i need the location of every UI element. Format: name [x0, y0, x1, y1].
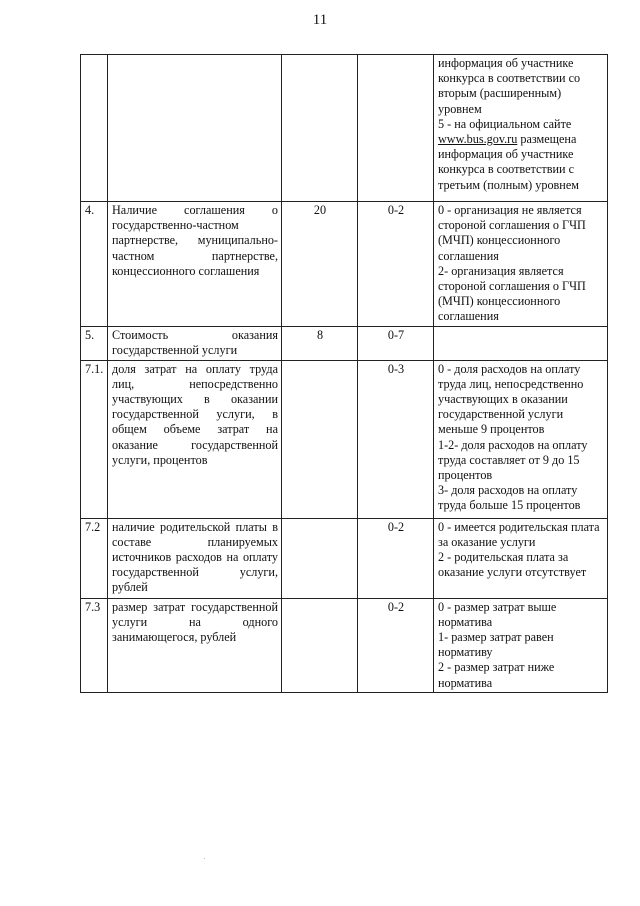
- website-link[interactable]: www.bus.gov.ru: [438, 132, 518, 147]
- description-line: 0 - имеется родительская плата за оказание услуги: [438, 519, 600, 549]
- criteria-table: [80, 54, 608, 693]
- row-number: 4.: [81, 202, 108, 327]
- row-number: 5.: [81, 326, 108, 360]
- scan-speck: [204, 858, 205, 859]
- criterion-weight: [282, 518, 358, 598]
- table-row: [81, 360, 608, 518]
- table-row: [81, 326, 608, 360]
- criterion-weight: [282, 55, 358, 202]
- description-line: 1- размер затрат равен нормативу: [438, 630, 554, 660]
- description-line: 2 - размер затрат ниже норматива: [438, 660, 555, 690]
- description-line: 0 - размер затрат выше норматива: [438, 599, 557, 629]
- score-range: 0-7: [358, 326, 434, 360]
- page-number: 11: [312, 12, 328, 28]
- criterion-weight: 20: [282, 202, 358, 327]
- criterion-name: Стоимость оказания государственной услуги: [108, 326, 282, 360]
- score-range: 0-2: [358, 518, 434, 598]
- criterion-name: размер затрат государственной услуги на одного занимающегося, рублей: [108, 598, 282, 692]
- score-range: 0-2: [358, 598, 434, 692]
- criterion-name: наличие родительской платы в составе планируемых источников расходов на оплату государственной услуги, рублей: [108, 518, 282, 598]
- description-line: информация об участнике конкурса в соответствии со вторым (расширенным) уровнем: [438, 56, 581, 116]
- table-row: [81, 598, 608, 692]
- criterion-name: Наличие соглашения о государственно-частном партнерстве, муниципально-частном партнерстве, концессионного соглашения: [108, 202, 282, 327]
- description-line: 1-2- доля расходов на оплату труда составляет от 9 до 15 процентов: [438, 437, 588, 483]
- criteria-table-body: [81, 55, 608, 693]
- score-range: 0-2: [358, 202, 434, 327]
- score-range: 0-3: [358, 360, 434, 518]
- table-row: [81, 518, 608, 598]
- table-row: [81, 202, 608, 327]
- criterion-weight: [282, 598, 358, 692]
- score-description: [434, 598, 608, 692]
- score-description: [434, 202, 608, 327]
- criterion-weight: [282, 360, 358, 518]
- description-line: 5 - на официальном сайте www.bus.gov.ru размещена информация об участнике конкурса в соответствии с третьим (полным) уровнем: [438, 116, 579, 192]
- score-description: [434, 55, 608, 202]
- row-number: 7.3: [81, 598, 108, 692]
- table-row: [81, 55, 608, 202]
- description-line: 0 - доля расходов на оплату труда лиц, непосредственно участвующих в оказании государственной услуги меньше 9 процентов: [438, 361, 584, 437]
- criterion-name: [108, 55, 282, 202]
- criterion-weight: 8: [282, 326, 358, 360]
- row-number: [81, 55, 108, 202]
- description-line: 3- доля расходов на оплату труда больше 15 процентов: [438, 483, 581, 513]
- score-description: [434, 360, 608, 518]
- description-line: 2- организация является стороной соглашения о ГЧП (МЧП) концессионного соглашения: [438, 263, 586, 324]
- row-number: 7.1.: [81, 360, 108, 518]
- description-line: 2 - родительская плата за оказание услуги отсутствует: [438, 550, 587, 580]
- row-number: 7.2: [81, 518, 108, 598]
- score-range: [358, 55, 434, 202]
- criterion-name: доля затрат на оплату труда лиц, непосредственно участвующих в оказании государственной услуги, в общем объеме затрат на оказание государственной услуги, процентов: [108, 360, 282, 518]
- score-description: [434, 518, 608, 598]
- score-description: [434, 326, 608, 360]
- description-line: 0 - организация не является стороной соглашения о ГЧП (МЧП) концессионного соглашения: [438, 203, 586, 263]
